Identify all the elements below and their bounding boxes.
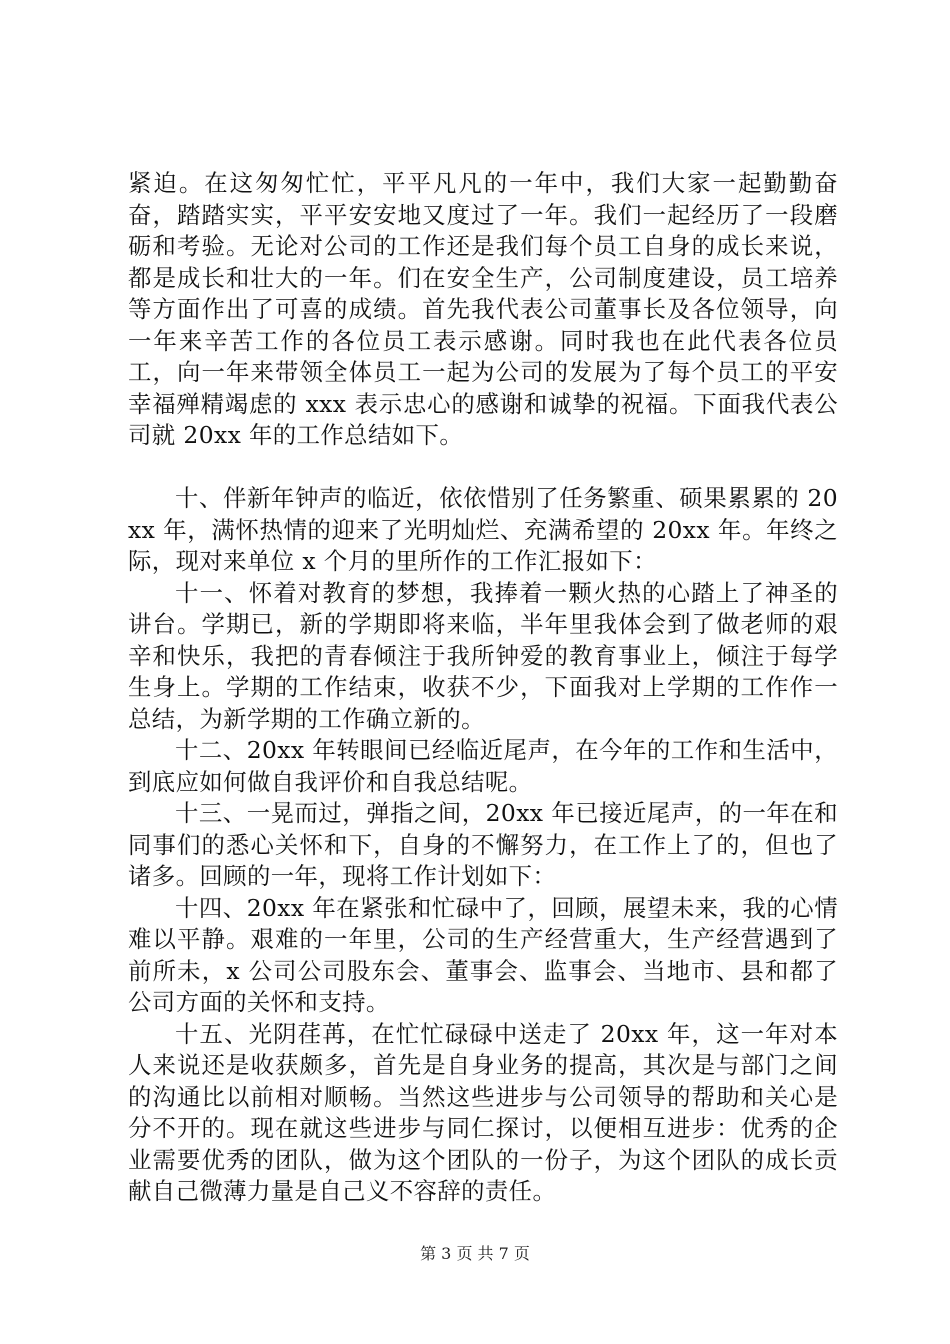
paragraph-gap	[128, 452, 838, 484]
paragraph-item-11: 十一、怀着对教育的梦想，我捧着一颗火热的心踏上了神圣的讲台。学期已，新的学期即将来临，半年里我体会到了做老师的艰辛和快乐，我把的青春倾注于我所钟爱的教育事业上，倾注于每学生身上。学期的工作结束，收获不少，下面我对上学期的工作作一总结，为新学期的工作确立新的。	[128, 578, 838, 733]
paragraph-item-12: 十二、20xx 年转眼间已经临近尾声，在今年的工作和生活中，到底应如何做自我评价和自我总结呢。	[128, 736, 838, 796]
paragraph-item-13: 十三、一晃而过，弹指之间，20xx 年已接近尾声，的一年在和同事们的悉心关怀和下，自身的不懈努力，在工作上了的，但也了诸多。回顾的一年，现将工作计划如下：	[128, 799, 838, 890]
paragraph-item-15: 十五、光阴荏苒，在忙忙碌碌中送走了 20xx 年，这一年对本人来说还是收获颇多，首先是自身业务的提高，其次是与部门之间的沟通比以前相对顺畅。当然这些进步与公司领导的帮助和关心是分不开的。现在就这些进步与同仁探讨，以便相互进步：优秀的企业需要优秀的团队，做为这个团队的一份子，为这个团队的成长贡献自己微薄力量是自己义不容辞的责任。	[128, 1019, 838, 1205]
paragraph-continuation: 紧迫。在这匆匆忙忙，平平凡凡的一年中，我们大家一起勤勤奋奋，踏踏实实，平平安安地又度过了一年。我们一起经历了一段磨砺和考验。无论对公司的工作还是我们每个员工自身的成长来说，都是成长和壮大的一年。们在安全生产，公司制度建设，员工培养等方面作出了可喜的成绩。首先我代表公司董事长及各位领导，向一年来辛苦工作的各位员工表示感谢。同时我也在此代表各位员工，向一年来带领全体员工一起为公司的发展为了每个员工的平安幸福殚精竭虑的 xxx 表示忠心的感谢和诚挚的祝福。下面我代表公司就 20xx 年的工作总结如下。	[128, 169, 838, 449]
paragraph-item-10: 十、伴新年钟声的临近，依依惜别了任务繁重、硕果累累的 20xx 年，满怀热情的迎来了光明灿烂、充满希望的 20xx 年。年终之际，现对来单位 x 个月的里所作的工作汇报如下：	[128, 484, 838, 575]
paragraph-item-14: 十四、20xx 年在紧张和忙碌中了，回顾，展望未来，我的心情难以平静。艰难的一年里，公司的生产经营重大，生产经营遇到了前所未，x 公司公司股东会、董事会、监事会、当地市、县和都了公司方面的关怀和支持。	[128, 893, 838, 1016]
page-number-footer: 第 3 页 共 7 页	[420, 1244, 530, 1263]
document-body	[128, 168, 838, 1208]
